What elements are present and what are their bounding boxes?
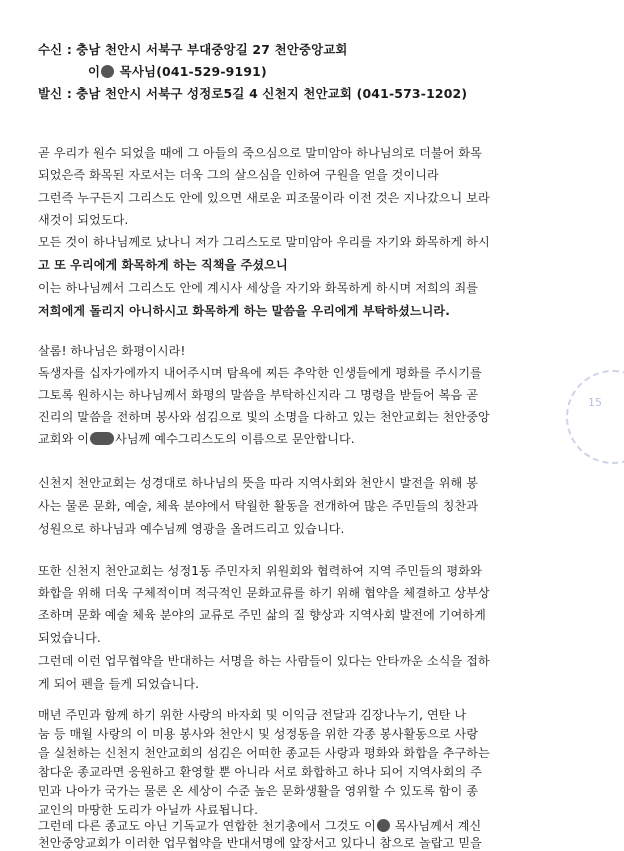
body-line-redacted: [38, 430, 355, 447]
sender-line: [38, 84, 467, 102]
recipient-address: 충남 천안시 서북구 부대중앙길 27 천안중앙교회: [76, 42, 348, 57]
body-line: 모든 것이 하나님께로 났나니 저가 그리스도로 말미암아 우리를 자기와 화목하게 하시: [38, 235, 490, 249]
recipient-label: 수신 :: [38, 42, 73, 57]
body-line: 그런즉 누구든지 그리스도 안에 있으면 새로운 피조물이라 이전 것은 지나갔으니 보라: [38, 191, 490, 205]
body-line: 되었습니다.: [38, 631, 101, 645]
body-line: 천안중앙교회가 이러한 업무협약을 반대서명에 앞장서고 있다니 참으로 놀랍고 믿을: [38, 836, 482, 850]
body-line: 조하며 문화 예술 체육 분야의 교류로 주민 삶의 질 향상과 지역사회 발전에 기여하게: [38, 608, 486, 622]
body-line: 을 실천하는 신천지 천안교회의 섬김은 어떠한 종교든 사랑과 평화와 화합을 추구하는: [38, 746, 490, 760]
body-line: 새것이 되었도다.: [38, 213, 129, 227]
recipient-name-post: 목사님(041-529-9191): [115, 64, 267, 79]
body-line: 눔 등 매월 사랑의 이 미용 봉사와 천안시 및 성정동을 위한 각종 봉사활동으로 사랑: [38, 727, 479, 741]
body-line: 이는 하나님께서 그리스도 안에 계시사 세상을 자기와 화목하게 하시며 저희의 죄를: [38, 281, 479, 295]
sender-address: 충남 천안시 서북구 성정로5길 4 신천지 천안교회 (041-573-1202): [76, 86, 468, 101]
body-line: 독생자를 십자가에까지 내어주시며 탐욕에 찌든 추악한 인생들에게 평화를 주시기를: [38, 366, 482, 380]
body-line: 고 또 우리에게 화목하게 하는 직책을 주셨으니: [38, 258, 288, 272]
body-line: 진리의 말씀을 전하며 봉사와 섬김으로 빛의 소명을 다하고 있는 천안교회는 천안중앙: [38, 410, 490, 424]
redacted-line-post: 목사님께서 계신: [390, 819, 482, 833]
body-line: 성원으로 하나님과 예수님께 영광을 올려드리고 있습니다.: [38, 522, 345, 536]
stamp-number: 15: [588, 396, 602, 409]
stamp-mark: [566, 370, 624, 464]
redacted-line-pre: 교회와 이: [38, 432, 90, 446]
body-line: 교인의 마땅한 도리가 아닐까 사료됩니다.: [38, 803, 259, 817]
body-line: 게 되어 펜을 들게 되었습니다.: [38, 677, 200, 691]
body-line-redacted: [38, 817, 481, 834]
sender-label: 발신 :: [38, 86, 73, 101]
body-line: 신천지 천안교회는 성경대로 하나님의 뜻을 따라 지역사회와 천안시 발전을 위해 봉: [38, 476, 479, 490]
recipient-line-2: [88, 62, 267, 80]
body-line: 매년 주민과 함께 하기 위한 사랑의 바자회 및 이익금 전달과 김장나누기, 연탄 나: [38, 708, 467, 722]
redacted-line-pre: 그런데 다른 종교도 아닌 기독교가 연합한 천기총에서 그것도 이: [38, 819, 376, 833]
greeting-line: 살롬! 하나님은 화평이시라!: [38, 344, 186, 358]
body-line: 되었은즉 화목된 자로서는 더욱 그의 살으심을 인하여 구원을 얻을 것이니라: [38, 168, 439, 182]
redaction-mark: [101, 65, 114, 78]
body-line: 곧 우리가 원수 되었을 때에 그 아들의 죽으심으로 말미암아 하나님의로 더불어 화목: [38, 146, 482, 160]
body-line: 화합을 위해 더욱 구체적이며 적극적인 문화교류를 하기 위해 협약을 체결하고 상부상: [38, 586, 490, 600]
body-line: 그런데 이런 업무협약을 반대하는 서명을 하는 사람들이 있다는 안타까운 소식을 접하: [38, 654, 490, 668]
recipient-line-1: [38, 40, 348, 58]
body-line: 또한 신천지 천안교회는 성정1동 주민자치 위원회와 협력하여 지역 주민들의 평화와: [38, 564, 482, 578]
body-line: 사는 물론 문화, 예술, 체육 분야에서 탁월한 활동을 전개하여 많은 주민들의 칭찬과: [38, 499, 479, 513]
body-line: 참다운 종교라면 응원하고 환영할 뿐 아니라 서로 화합하고 하나 되어 지역사회의 주: [38, 765, 482, 779]
redaction-mark: [90, 432, 114, 445]
redaction-mark: [377, 819, 390, 832]
recipient-name-pre: 이: [88, 64, 101, 79]
body-line: 민과 나아가 국가는 물론 온 세상이 수준 높은 문화생활을 영위할 수 있도록 함이 종: [38, 784, 479, 798]
body-line: 그토록 원하시는 하나님께서 화평의 말씀을 부탁하신지라 그 명령을 받들어 복음 곧: [38, 388, 479, 402]
redacted-line-post: 사님께 예수그리스도의 이름으로 문안합니다.: [115, 432, 355, 446]
body-line: 저희에게 돌리지 아니하시고 화목하게 하는 말씀을 우리에게 부탁하셨느니라.: [38, 304, 450, 318]
